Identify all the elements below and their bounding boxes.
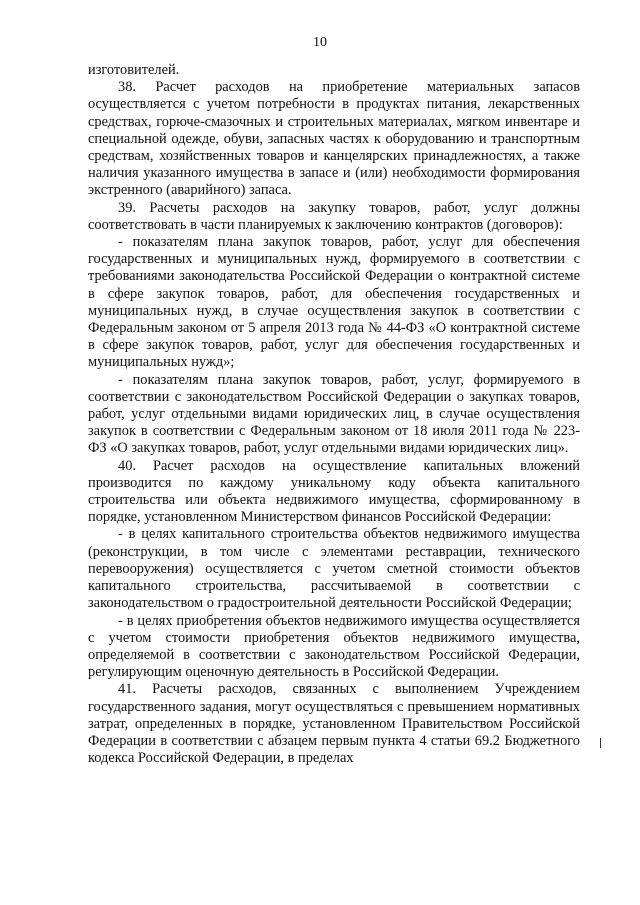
paragraph: - в целях капитального строительства объектов недвижимого имущества (реконструкции, в том числе с элементами реставрации, технического перевооружения) осуществляется с учетом сметной стоимости объектов капитального строительства, рассчитываемой в соответствии с законодательством о градостроительной деятельности Российской Федерации;	[88, 526, 580, 612]
paragraph: - показателям плана закупок товаров, работ, услуг для обеспечения государственных и муниципальных нужд, формируемого в соответствии с требованиями законодательства Российской Федерации о контрактной системе в сфере закупок товаров, работ, для обеспечения государственных и муниципальных нужд, в случае осуществления закупок в соответствии с Федеральным законом от 5 апреля 2013 года № 44-ФЗ «О контрактной системе в сфере закупок товаров, работ, услуг для обеспечения государственных и муниципальных нужд»;	[88, 234, 580, 371]
paragraph: 39. Расчеты расходов на закупку товаров, работ, услуг должны соответствовать в части планируемых к заключению контрактов (договоров):	[88, 199, 580, 233]
margin-mark	[600, 738, 601, 748]
paragraph: изготовителей.	[88, 62, 180, 78]
document-body	[88, 62, 580, 767]
page-number: 10	[313, 35, 327, 50]
paragraph: - в целях приобретения объектов недвижимого имущества осуществляется с учетом стоимости приобретения объектов недвижимого имущества, определяемой в соответствии с законодательством Российской Федерации, регулирующим оценочную деятельность в Российской Федерации.	[88, 612, 580, 681]
paragraph: 38. Расчет расходов на приобретение материальных запасов осуществляется с учетом потребности в продуктах питания, лекарственных средствах, горюче-смазочных и строительных материалах, мягком инвентаре и специальной одежде, обуви, запасных частях к оборудованию и транспортным средствам, хозяйственных товаров и канцелярских принадлежностях, а также наличия указанного имущества в запасе и (или) необходимости формирования экстренного (аварийного) запаса.	[88, 79, 580, 199]
paragraph: 41. Расчеты расходов, связанных с выполнением Учреждением государственного задания, могут осуществляться с превышением нормативных затрат, определенных в порядке, установленном Правительством Российской Федерации в соответствии с абзацем первым пункта 4 статьи 69.2 Бюджетного кодекса Российской Федерации, в пределах	[88, 681, 580, 767]
paragraph: 40. Расчет расходов на осуществление капитальных вложений производится по каждому уникальному коду объекта капитального строительства или объекта недвижимого имущества, сформированному в порядке, установленном Министерством финансов Российской Федерации:	[88, 457, 580, 526]
paragraph: - показателям плана закупок товаров, работ, услуг, формируемого в соответствии с законодательством Российской Федерации о закупках товаров, работ, услуг отдельными видами юридических лиц, в случае осуществления закупок в соответствии с Федеральным законом от 18 июля 2011 года № 223-ФЗ «О закупках товаров, работ, услуг отдельными видами юридических лиц».	[88, 371, 580, 457]
